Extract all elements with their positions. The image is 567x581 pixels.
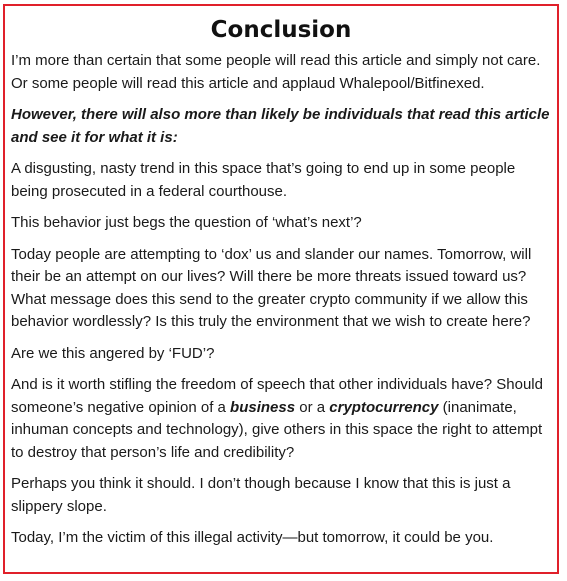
paragraph-7-part-1: And is it worth stifling the freedom of speech that other individuals have? Should someone’s negative opinion of a: [11, 376, 543, 416]
article-frame: [3, 4, 559, 574]
paragraph-5: Today people are attempting to ‘dox’ us and slander our names. Tomorrow, will their be an attempt on our lives? Will there be more threats issued toward us? What message does this send to the greater crypto community if we allow this behavior wordlessly? Is this truly the environment that we wish to create here?: [11, 245, 532, 330]
article-body: [5, 50, 557, 550]
paragraph-6: Are we this angered by ‘FUD’?: [11, 344, 215, 362]
paragraph-9: Today, I’m the victim of this illegal activity—but tomorrow, it could be you.: [11, 529, 494, 546]
section-title: Conclusion: [210, 17, 352, 43]
term-cryptocurrency: cryptocurrency: [329, 398, 439, 416]
paragraph-2-emphasis: However, there will also more than likely be individuals that read this article and see it for what it is:: [11, 106, 550, 146]
paragraph-8: Perhaps you think it should. I don’t though because I know that this is just a slippery slope.: [11, 475, 511, 515]
paragraph-7-part-3: (inanimate, inhuman concepts and technology), give others in this space the right to attempt to destroy that person’s life and credibility?: [11, 398, 543, 461]
paragraph-1: I’m more than certain that some people will read this article and simply not care. Or some people will read this article and applaud Whalepool/Bitfinexed.: [11, 52, 541, 92]
paragraph-7-part-2: or a: [295, 398, 330, 416]
term-business: business: [230, 398, 296, 416]
paragraph-7: [11, 374, 551, 464]
paragraph-4: This behavior just begs the question of ‘what’s next’?: [11, 214, 362, 231]
paragraph-3: A disgusting, nasty trend in this space that’s going to end up in some people being prosecuted in a federal courthouse.: [11, 160, 516, 200]
